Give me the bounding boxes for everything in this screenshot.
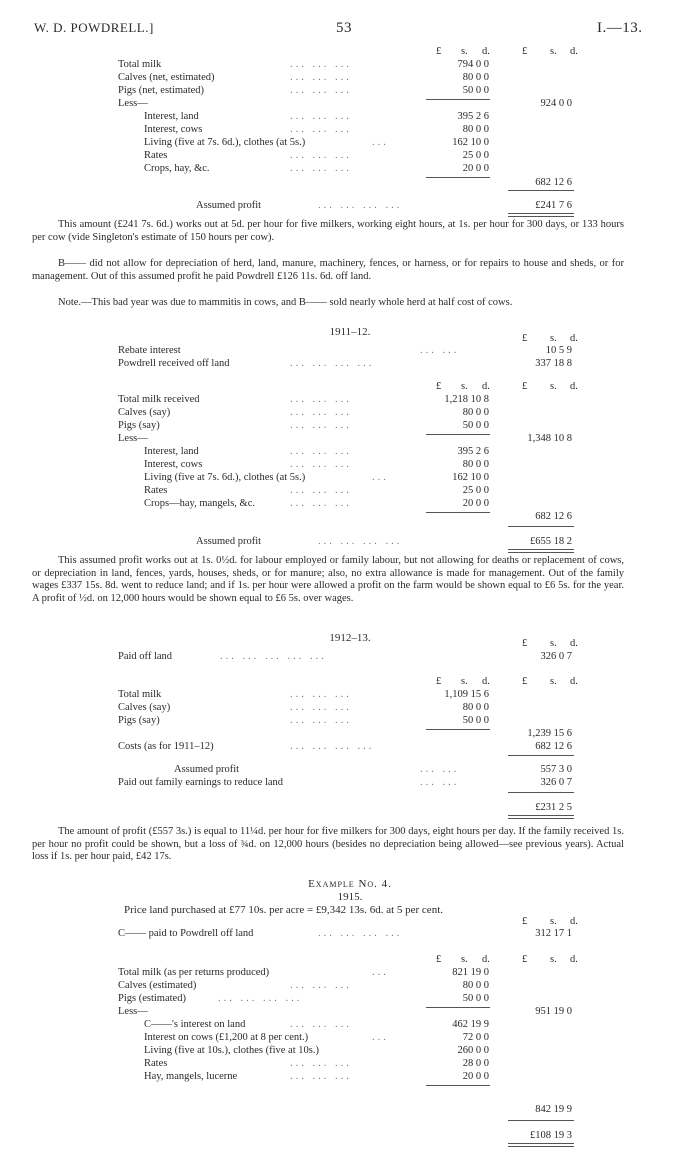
table-row: Rates ... ... ... 25 0 0 — [144, 150, 489, 161]
income-total-row: 1,239 15 6 — [527, 728, 572, 739]
table-row: Calves (say) ... ... ... 80 0 0 — [118, 407, 489, 418]
table-row: Interest, cows ... ... ... 80 0 0 — [144, 459, 489, 470]
paragraph-1: This amount (£241 7s. 6d.) works out at 5d. per hour for five milkers, working eight hours, at 1s. per hour for 300 days, or 133 hours per cow (vide Singleton's estimate of 150 hours per cow). — [32, 219, 624, 243]
total-rule — [508, 190, 574, 191]
profit-row: Assumed profit ... ... ... ... £241 7 6 — [196, 200, 572, 211]
total-rule — [508, 755, 574, 756]
net-row: £231 2 5 — [535, 802, 572, 813]
document-reference: I.—13. — [597, 20, 643, 36]
table-row: Pigs (net, estimated) ... ... ... 50 0 0 — [118, 85, 489, 96]
table-row: Total milk received ... ... ... 1,218 10 8 — [118, 394, 489, 405]
column-headings: £ s. d. — [522, 333, 578, 344]
table-row: Powdrell received off land ... ... ... ... 337 18 8 — [118, 358, 572, 369]
total-rule — [508, 526, 574, 527]
double-rule — [508, 1143, 574, 1147]
table-row: Total milk ... ... ... 1,109 15 6 — [118, 689, 489, 700]
table-row: Living (five at 7s. 6d.), clothes (at 5s.) ... 162 10 0 — [144, 472, 489, 483]
table-row: Crops—hay, mangels, &c. ... ... ... 20 0 0 — [144, 498, 489, 509]
table-row: Total milk (as per returns produced) ... 821 19 0 — [118, 967, 489, 978]
year-heading: 1915. — [337, 891, 363, 903]
table-row: Costs (as for 1911–12) ... ... ... ... 682 12 6 — [118, 741, 572, 752]
table-row: Paid off land ... ... ... ... ... 326 0 7 — [118, 651, 572, 662]
costs-total-row: 682 12 6 — [535, 511, 572, 522]
table-row: Interest, cows ... ... ... 80 0 0 — [144, 124, 489, 135]
table-row: Rebate interest ... ... 10 5 9 — [118, 345, 572, 356]
table-row: Calves (net, estimated) ... ... ... 80 0 0 — [118, 72, 489, 83]
table-row: Paid out family earnings to reduce land ... ... 326 0 7 — [118, 777, 572, 788]
example-heading: Example No. 4. — [308, 878, 392, 890]
paragraph-4: This assumed profit works out at 1s. 0½d. for labour employed or family labour, but not allowing for deaths or replacement of cows, or depreciation in land, fences, yards, houses, sheds, or for manure; also, no extra allowance is made for management. Out of the family wages £337 15s. 8d. went to reduce land; and if 1s. per hour were allowed a profit on the farm would be shown equal to £6 5s. for the year. A profit of ½d. on 12,000 hours would be shown equal to £6 5s. over wages. — [32, 555, 624, 604]
column-headings: £ s. d. £ s. d. — [436, 954, 578, 965]
table-row: Interest, land ... ... ... 395 2 6 — [144, 111, 489, 122]
double-rule — [508, 213, 574, 217]
table-row: Rates ... ... ... 25 0 0 — [144, 485, 489, 496]
column-headings: £ s. d. — [522, 638, 578, 649]
column-headings: £ s. d. — [522, 916, 578, 927]
table-row: Pigs (estimated) ... ... ... ... 50 0 0 — [118, 993, 489, 1004]
table-row: Less— 1,348 10 8 — [118, 433, 572, 444]
page-number: 53 — [336, 20, 352, 36]
profit-row: Assumed profit ... ... ... ... £655 18 2 — [196, 536, 572, 547]
table-row: Interest, land ... ... ... 395 2 6 — [144, 446, 489, 457]
table-row: Living (five at 10s.), clothes (five at 10s.) 260 0 0 — [144, 1045, 489, 1056]
subtotal-rule — [426, 1085, 490, 1086]
table-row: Total milk ... ... ... 794 0 0 — [118, 59, 489, 70]
profit-row: Assumed profit ... ... 557 3 0 — [174, 764, 572, 775]
profit-row: £108 19 3 — [530, 1130, 572, 1141]
table-row: Crops, hay, &c. ... ... ... 20 0 0 — [144, 163, 489, 174]
table-row: Calves (say) ... ... ... 80 0 0 — [118, 702, 489, 713]
costs-total-row: 682 12 6 — [535, 177, 572, 188]
table-row: Pigs (say) ... ... ... 50 0 0 — [118, 420, 489, 431]
costs-total-row: 842 19 9 — [535, 1104, 572, 1115]
table-row: Less— 951 19 0 — [118, 1006, 572, 1017]
total-rule — [508, 792, 574, 793]
table-row: Hay, mangels, lucerne ... ... ... 20 0 0 — [144, 1071, 489, 1082]
table-row: Less— 924 0 0 — [118, 98, 572, 109]
double-rule — [508, 815, 574, 819]
table-row: Calves (estimated) ... ... ... 80 0 0 — [118, 980, 489, 991]
table-row: C——'s interest on land ... ... ... 462 19 9 — [144, 1019, 489, 1030]
paragraph-note: Note.—This bad year was due to mammitis in cows, and B—— sold nearly whole herd at half cost of cows. — [58, 297, 513, 308]
column-headings: £ s. d. £ s. d. — [436, 676, 578, 687]
paragraph-2: B—— did not allow for depreciation of herd, land, manure, machinery, fences, or harness, or for repairs to house and sheds, or for management. Out of this assumed profit he paid Powdrell £126 11s. 6d. off land. — [32, 258, 624, 282]
total-rule — [508, 1120, 574, 1121]
table-row: Living (five at 7s. 6d.), clothes (at 5s.) ... 162 10 0 — [144, 137, 489, 148]
year-heading: 1912–13. — [329, 632, 371, 644]
double-rule — [508, 549, 574, 553]
column-headings: £ s. d. £ s. d. — [436, 46, 578, 57]
table-row: Pigs (say) ... ... ... 50 0 0 — [118, 715, 489, 726]
paragraph-5: The amount of profit (£557 3s.) is equal to 11¼d. per hour for five milkers for 300 days, eight hours per day. If the family received 1s. per hour no profit could be shown, but a loss of ¾d. on 12,000 hours (besides no depreciation being allowed—see previous years). Actual loss if 1s. per hour paid, £42 17s. — [32, 826, 624, 862]
table-row: C—— paid to Powdrell off land ... ... ... ... 312 17 1 — [118, 928, 572, 939]
price-line: Price land purchased at £77 10s. per acre = £9,342 13s. 6d. at 5 per cent. — [124, 904, 443, 916]
year-heading: 1911–12. — [329, 326, 371, 338]
column-headings: £ s. d. £ s. d. — [436, 381, 578, 392]
header-author: W. D. POWDRELL.] — [34, 20, 154, 35]
table-row: Interest on cows (£1,200 at 8 per cent.) ... 72 0 0 — [144, 1032, 489, 1043]
table-row: Rates ... ... ... 28 0 0 — [144, 1058, 489, 1069]
